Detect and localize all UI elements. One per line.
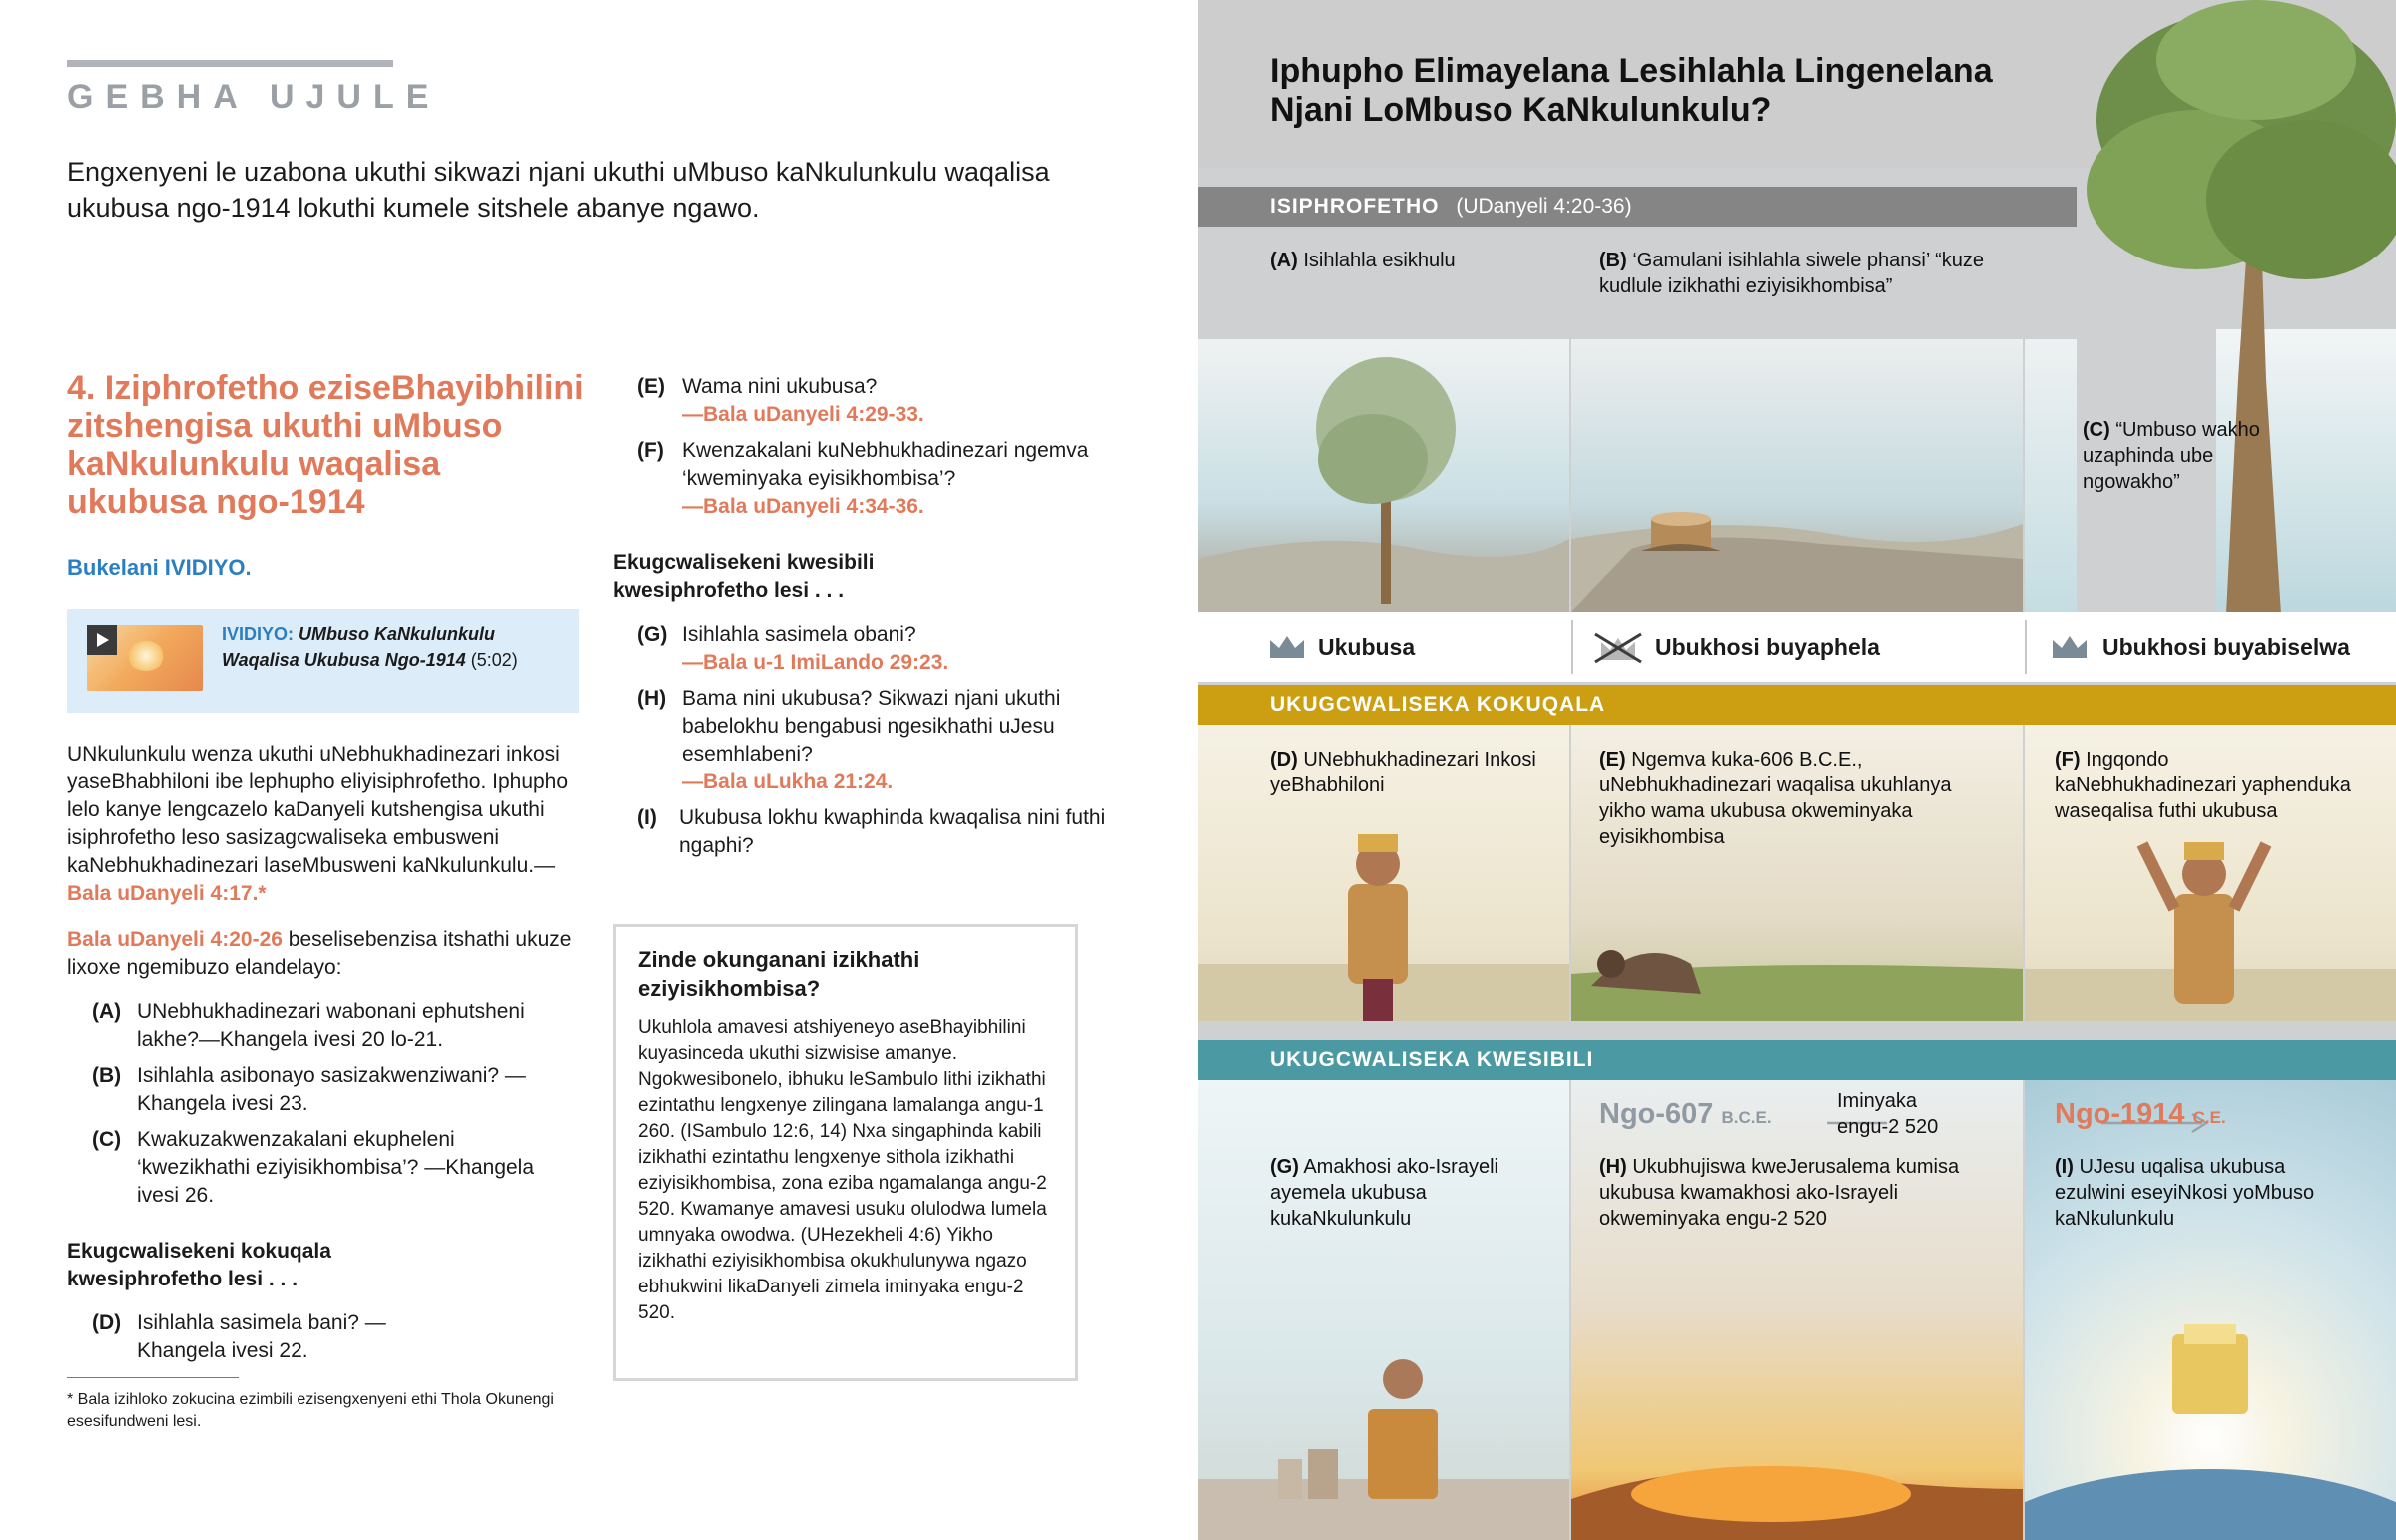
- watch-video-link[interactable]: Bukelani IVIDIYO.: [67, 555, 252, 580]
- year-607-era: B.C.E.: [1721, 1108, 1772, 1127]
- year-607: [1599, 1098, 1772, 1131]
- burning-city-illustration: [1571, 1080, 2023, 1540]
- band-first-label: UKUGCWALISEKA KOKUQALA: [1270, 693, 1606, 716]
- scripture-ref-dan-4-20[interactable]: Bala uDanyeli 4:20-26: [67, 928, 283, 951]
- play-icon[interactable]: [87, 625, 117, 655]
- caption-text: Ngemva kuka-606 B.C.E., uNebhukhadinezari waqalisa ukuhlanya yikho wama ukubusa okweminyaka eyisikhombisa: [1599, 749, 1952, 848]
- year-1914: [2055, 1098, 2226, 1131]
- question-d: [92, 1309, 411, 1365]
- question-text: Isihlahla asibonayo sasizakwenziwani? —Khangela ivesi 23.: [137, 1064, 526, 1115]
- question-a: [92, 998, 561, 1054]
- caption-letter: (C): [2083, 419, 2110, 441]
- label-kingship-ends: Ubukhosi buyaphela: [1655, 634, 1880, 660]
- caption-letter: (G): [1270, 1156, 1299, 1178]
- band-second-label: UKUGCWALISEKA KWESIBILI: [1270, 1048, 1594, 1071]
- caption-letter: (A): [1270, 250, 1298, 271]
- caption-b: [1599, 248, 2019, 299]
- band-prophecy-label: ISIPHROFETHO: [1270, 195, 1440, 218]
- question-letter: (G): [637, 623, 668, 646]
- question-letter: (H): [637, 687, 667, 710]
- subheading-first-fulfillment: Ekugcwalisekeni kokuqala kwesiphrofetho lesi . . .: [67, 1240, 331, 1290]
- question-b: [92, 1062, 561, 1118]
- caption-f: [2055, 747, 2354, 824]
- caption-d: [1270, 747, 1549, 798]
- crown-icon: [1268, 634, 1306, 660]
- panel-heavenly-kingdom: [2025, 1080, 2396, 1540]
- caption-text: “Umbuso wakho uzaphinda ube ngowakho”: [2083, 419, 2260, 493]
- paragraph-read: [67, 926, 586, 982]
- caption-h: [1599, 1154, 1999, 1232]
- footnote: * Bala izihloko zokucina ezimbili ezisengxenyeni ethi Thola Okunengi esesifundweni lesi.: [67, 1391, 554, 1430]
- section-kicker: GEBHA UJULE: [67, 78, 441, 116]
- question-text: Wama nini ukubusa?: [682, 375, 878, 398]
- question-text: Isihlahla sasimela obani?: [682, 623, 916, 646]
- video-duration: (5:02): [470, 650, 518, 670]
- caption-letter: (D): [1270, 749, 1298, 770]
- caption-text: Ingqondo kaNebhukhadinezari yaphenduka waseqalisa futhi ukubusa: [2055, 749, 2351, 822]
- caption-letter: (B): [1599, 250, 1627, 271]
- footnote-rule: [67, 1377, 239, 1378]
- year-1914-value: Ngo-1914: [2055, 1098, 2185, 1130]
- panel-tree: [1198, 339, 1569, 612]
- caption-text: Ukubhujiswa kweJerusalema kumisa ukubusa kwamakhosi ako-Israyeli okweminyaka engu-2 520: [1599, 1156, 1960, 1230]
- question-text: Ukubusa lokhu kwaphinda kwaqalisa nini futhi ngaphi?: [679, 806, 1106, 857]
- subheading-second-fulfillment: Ekugcwalisekeni kwesibili kwesiphrofetho lesi . . .: [613, 551, 875, 602]
- question-f: [637, 437, 1136, 521]
- year-1914-era: C.E.: [2192, 1108, 2226, 1127]
- throne-illustration: [2025, 1080, 2396, 1540]
- question-text: Isihlahla sasimela bani? —Khangela ivesi 22.: [137, 1311, 386, 1362]
- question-letter: (A): [92, 1000, 122, 1023]
- question-i: [637, 804, 1116, 860]
- question-letter: (I): [637, 806, 657, 829]
- question-letter: (C): [92, 1128, 122, 1151]
- chart-page: [1198, 0, 2396, 1540]
- chart-title: Iphupho Elimayelana Lesihlahla Lingenelana Njani LoMbuso KaNkulunkulu?: [1270, 52, 1993, 129]
- video-label: IVIDIYO:: [222, 624, 295, 644]
- caption-a: [1270, 248, 1569, 273]
- stump-illustration: [1571, 339, 2023, 612]
- scripture-ref[interactable]: —Bala uLukha 21:24.: [682, 770, 894, 793]
- sidebar-box-text: Ukuhlola amavesi atshiyeneyo aseBhayibhilini kuyasinceda ukuthi sizwisise amanye. Ngokwesibonelo, ibhuku leSambulo lithi izikhathi ezintathu lengxenye zilingana lamalanga angu-1 260. (ISambulo 12:6, 14) Nxa singaphinda kabili izikhathi ezintathu lengxenye sithola izikhathi eziyisikhombisa, zona eziba ngamalanga angu-2 520. Kwamanye amavesi usuku olulodwa lumela umnyaka owodwa. (UHezekheli 4:6) Yikho izikhathi eziyisikhombisa okukhulunywa ngazo ebhukwini likaDanyeli zimela iminyaka engu-2 520.: [638, 1017, 1047, 1323]
- question-letter: (F): [637, 439, 664, 462]
- video-thumbnail[interactable]: [87, 625, 203, 691]
- paragraph-read-text: beselisebenzisa itshathi ukuze lixoxe ngemibuzo elandelayo:: [67, 928, 572, 979]
- caption-text: Isihlahla esikhulu: [1303, 250, 1456, 271]
- panel-jerusalem-destroyed: [1571, 1080, 2023, 1540]
- rulership-icon-row: [1198, 612, 2396, 682]
- band-prophecy: [1198, 187, 2077, 227]
- caption-e: [1599, 747, 1989, 850]
- scripture-ref[interactable]: —Bala uDanyeli 4:29-33.: [682, 403, 924, 426]
- caption-text: UJesu uqalisa ukubusa ezulwini eseyiNkosi yoMbuso kaNkulunkulu: [2055, 1156, 2315, 1230]
- caption-text: Amakhosi ako-Israyeli ayemela ukubusa kukaNkulunkulu: [1270, 1156, 1498, 1230]
- caption-text: UNebhukhadinezari Inkosi yeBhabhiloni: [1270, 749, 1536, 796]
- year-607-value: Ngo-607: [1599, 1098, 1714, 1130]
- question-g: [637, 621, 1136, 677]
- question-text: Kwenzakalani kuNebhukhadinezari ngemva ‘kweminyaka eyisikhombisa’?: [682, 439, 1089, 490]
- panel-regrown-sky: [2025, 339, 2077, 612]
- caption-i: [2055, 1154, 2354, 1232]
- tree-illustration: [1198, 339, 1569, 612]
- question-h: [637, 685, 1136, 796]
- caption-letter: (I): [2055, 1156, 2074, 1178]
- top-rule: [67, 60, 393, 67]
- section-title: 4. Iziphrofetho eziseBhayibhilini zitshengisa ukuthi uMbuso kaNkulunkulu waqalisa ukubusa ngo-1914: [67, 369, 584, 521]
- video-caption: [222, 621, 571, 673]
- intro-text: Engxenyeni le uzabona ukuthi sikwazi njani ukuthi uMbuso kaNkulunkulu waqalisa ukubusa ngo-1914 lokuthi kumele sitshele abanye ngawo.: [67, 157, 1050, 223]
- israelite-kings-illustration: [1198, 1080, 1569, 1540]
- band-second-fulfillment: [1198, 1040, 2396, 1080]
- paragraph-dream-text: UNkulunkulu wenza ukuthi uNebhukhadinezari inkosi yaseBhabhiloni ibe lephupho eliyisiphrofetho. Iphupho lelo kanye lengcazelo kaDanyeli kutshengisa ukuthi isiphrofetho leso sasizagcwaliseka embusweni kaNebhukhadinezari laseMbusweni kaNkulunkulu.—: [67, 743, 569, 877]
- sidebar-box-title: Zinde okunganani izikhathi eziyisikhombisa?: [638, 947, 920, 1001]
- paragraph-dream: [67, 741, 586, 908]
- caption-g: [1270, 1154, 1529, 1232]
- scripture-ref[interactable]: —Bala u-1 ImiLando 29:23.: [682, 651, 949, 674]
- question-letter: (E): [637, 375, 665, 398]
- panel-stump: [1571, 339, 2023, 612]
- question-letter: (D): [92, 1311, 122, 1334]
- caption-c: [2083, 417, 2282, 495]
- scripture-ref-dan-4-17[interactable]: Bala uDanyeli 4:17.*: [67, 882, 267, 905]
- question-letter: (B): [92, 1064, 122, 1087]
- caption-letter: (F): [2055, 749, 2081, 770]
- band-first-fulfillment: [1198, 685, 2396, 725]
- span-2520-years: Iminyaka engu-2 520: [1837, 1090, 1939, 1138]
- video-card[interactable]: [67, 609, 579, 713]
- caption-text: ‘Gamulani isihlahla siwele phansi’ “kuze kudlule izikhathi eziyisikhombisa”: [1599, 250, 1984, 297]
- panel-israel-kings: [1198, 1080, 1569, 1540]
- scripture-ref[interactable]: —Bala uDanyeli 4:34-36.: [682, 495, 924, 518]
- label-kingship-restored: Ubukhosi buyabiselwa: [2102, 634, 2350, 660]
- band-prophecy-ref: (UDanyeli 4:20-36): [1456, 195, 1632, 218]
- crown-crossed-icon: [1593, 630, 1643, 664]
- caption-letter: (H): [1599, 1156, 1627, 1178]
- question-text: Bama nini ukubusa? Sikwazi njani ukuthi babelokhu bengabusi ngesikhathi uJesu esemhlabeni?: [682, 687, 1061, 766]
- question-text: UNebhukhadinezari wabonani ephutsheni lakhe?—Khangela ivesi 20 lo-21.: [137, 1000, 525, 1051]
- question-text: Kwakuzakwenzakalani ekupheleni ‘kwezikhathi eziyisikhombisa’? —Khangela ivesi 26.: [137, 1128, 535, 1207]
- question-c: [92, 1126, 561, 1210]
- caption-letter: (E): [1599, 749, 1626, 770]
- big-tree-illustration: [2077, 0, 2396, 614]
- video-title[interactable]: UMbuso KaNkulunkulu Waqalisa Ukubusa Ngo-1914: [222, 624, 496, 670]
- question-e: [637, 373, 1136, 429]
- label-ruling: Ukubusa: [1318, 634, 1416, 660]
- sidebar-box: [613, 924, 1078, 1381]
- crown-icon: [2051, 634, 2089, 660]
